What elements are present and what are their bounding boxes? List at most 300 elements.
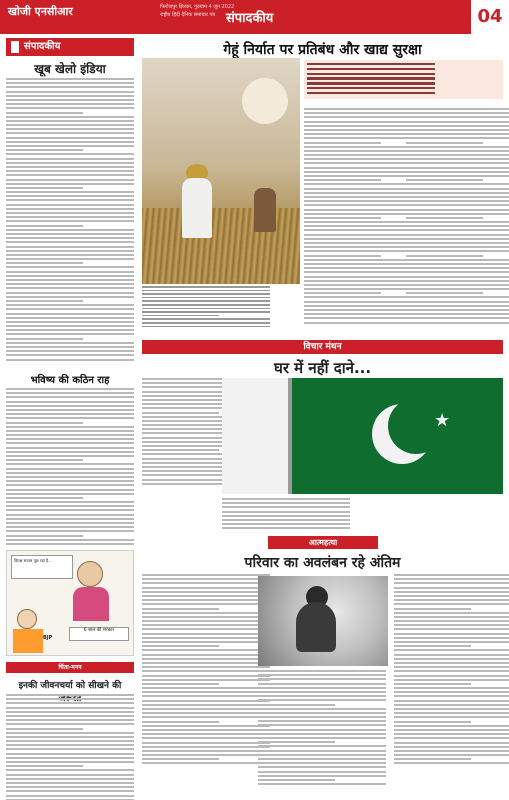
text-line bbox=[6, 702, 134, 704]
farmer-figure bbox=[182, 178, 212, 238]
text-line bbox=[6, 158, 134, 160]
text-line bbox=[142, 704, 270, 706]
text-line bbox=[6, 107, 134, 109]
text-line bbox=[6, 514, 134, 516]
text-line bbox=[142, 641, 270, 643]
headline-jeevancharya: इनकी जीवनचर्या को सीखने की bbox=[18, 681, 122, 691]
text-line bbox=[304, 179, 381, 181]
text-line bbox=[6, 308, 134, 310]
text-line bbox=[6, 275, 134, 277]
text-line bbox=[142, 308, 270, 310]
text-line bbox=[6, 116, 134, 118]
speech-bubble: विपक्ष सवाल पूछ रहा है... bbox=[11, 555, 73, 579]
text-line bbox=[406, 171, 509, 173]
text-line bbox=[6, 204, 134, 206]
text-line bbox=[142, 595, 270, 597]
text-line bbox=[142, 742, 270, 744]
article-col-c bbox=[142, 378, 218, 487]
text-line bbox=[6, 522, 134, 524]
text-line bbox=[6, 112, 83, 114]
text-line bbox=[406, 133, 509, 135]
party-label: BJP bbox=[43, 635, 53, 641]
text-line bbox=[394, 733, 509, 735]
text-line bbox=[6, 137, 134, 139]
text-line bbox=[142, 326, 270, 328]
text-line bbox=[142, 679, 270, 681]
text-line bbox=[142, 591, 270, 593]
text-line bbox=[394, 762, 509, 764]
text-line bbox=[258, 758, 386, 760]
text-line bbox=[258, 670, 386, 672]
text-line bbox=[406, 263, 509, 265]
text-line bbox=[142, 654, 270, 656]
text-line bbox=[6, 195, 134, 197]
text-line bbox=[394, 737, 509, 739]
text-line bbox=[142, 412, 219, 414]
text-line bbox=[6, 753, 134, 755]
text-line bbox=[406, 229, 509, 231]
text-line bbox=[6, 388, 134, 390]
text-line bbox=[6, 698, 134, 700]
text-line bbox=[394, 750, 509, 752]
text-line bbox=[406, 183, 509, 185]
text-line bbox=[6, 283, 134, 285]
text-line bbox=[6, 715, 134, 717]
text-line bbox=[142, 624, 270, 626]
text-line bbox=[394, 624, 509, 626]
text-line bbox=[6, 132, 134, 134]
text-line bbox=[6, 765, 83, 767]
text-line bbox=[6, 484, 134, 486]
text-line bbox=[6, 694, 134, 696]
text-line bbox=[394, 754, 509, 756]
text-line bbox=[406, 142, 483, 144]
text-line bbox=[222, 527, 350, 529]
text-line bbox=[142, 322, 270, 324]
article-col-a bbox=[304, 108, 401, 326]
text-line bbox=[394, 591, 509, 593]
article-col-g bbox=[394, 574, 503, 767]
article-col-e bbox=[142, 574, 252, 767]
text-line bbox=[142, 725, 270, 727]
text-line bbox=[394, 687, 509, 689]
text-line bbox=[142, 286, 270, 288]
text-line bbox=[6, 539, 134, 541]
text-line bbox=[394, 742, 509, 744]
text-line bbox=[6, 179, 134, 181]
text-line bbox=[406, 259, 509, 261]
text-line bbox=[307, 77, 435, 79]
text-line bbox=[142, 675, 270, 677]
text-line bbox=[6, 472, 134, 474]
text-line bbox=[142, 578, 270, 580]
cartoon-figure-2-body bbox=[13, 629, 43, 653]
text-line bbox=[406, 309, 509, 311]
text-line bbox=[6, 170, 134, 172]
text-line bbox=[142, 297, 270, 299]
text-line bbox=[142, 649, 270, 651]
text-line bbox=[142, 729, 270, 731]
text-line bbox=[6, 166, 134, 168]
text-line bbox=[142, 670, 270, 672]
text-line bbox=[6, 451, 134, 453]
text-line bbox=[142, 700, 270, 702]
flag-pole bbox=[288, 378, 292, 494]
text-line bbox=[406, 116, 509, 118]
text-line bbox=[258, 724, 386, 726]
text-line bbox=[6, 216, 134, 218]
text-line bbox=[6, 313, 134, 315]
article-body-1 bbox=[6, 78, 134, 363]
text-line bbox=[394, 725, 509, 727]
cartoon-figure-head bbox=[77, 561, 103, 587]
text-line bbox=[307, 63, 435, 65]
text-line bbox=[6, 740, 134, 742]
text-line bbox=[6, 782, 134, 784]
text-line bbox=[222, 523, 350, 525]
text-line bbox=[258, 750, 386, 752]
text-line bbox=[6, 82, 134, 84]
text-line bbox=[6, 346, 134, 348]
text-line bbox=[222, 498, 350, 500]
text-line bbox=[394, 746, 509, 748]
text-line bbox=[394, 683, 471, 685]
text-line bbox=[6, 476, 134, 478]
wheat-field bbox=[142, 208, 300, 284]
text-line bbox=[142, 315, 219, 317]
text-line bbox=[406, 221, 509, 223]
text-line bbox=[6, 757, 134, 759]
text-line bbox=[6, 128, 134, 130]
text-line bbox=[258, 716, 386, 718]
text-line bbox=[406, 322, 509, 324]
text-line bbox=[406, 146, 509, 148]
text-line bbox=[394, 670, 509, 672]
text-line bbox=[258, 704, 335, 706]
text-line bbox=[406, 121, 509, 123]
text-line bbox=[142, 645, 219, 647]
text-line bbox=[142, 662, 270, 664]
article-col-b bbox=[406, 108, 503, 326]
text-line bbox=[406, 225, 509, 227]
text-line bbox=[142, 716, 270, 718]
text-line bbox=[6, 250, 134, 252]
text-line bbox=[6, 212, 134, 214]
text-line bbox=[6, 120, 134, 122]
text-line bbox=[142, 658, 270, 660]
text-line bbox=[406, 209, 509, 211]
text-line bbox=[406, 125, 509, 127]
text-line bbox=[406, 271, 509, 273]
text-line bbox=[6, 162, 134, 164]
text-line bbox=[142, 311, 270, 313]
text-line bbox=[6, 300, 83, 302]
text-line bbox=[6, 711, 134, 713]
text-line bbox=[6, 493, 134, 495]
article-col-d bbox=[222, 498, 503, 532]
text-line bbox=[406, 267, 509, 269]
text-line bbox=[6, 317, 134, 319]
text-line bbox=[406, 162, 509, 164]
text-line bbox=[6, 145, 134, 147]
text-line bbox=[258, 762, 386, 764]
text-line bbox=[142, 637, 270, 639]
text-line bbox=[394, 608, 471, 610]
text-line bbox=[394, 603, 509, 605]
text-line bbox=[142, 574, 270, 576]
text-line bbox=[6, 149, 83, 151]
vichar-manthan-band: विचार मंथन bbox=[142, 340, 503, 354]
text-line bbox=[222, 511, 350, 513]
text-line bbox=[6, 795, 134, 797]
text-line bbox=[394, 662, 509, 664]
text-line bbox=[6, 392, 134, 394]
flag-white-stripe bbox=[222, 378, 292, 494]
text-line bbox=[394, 691, 509, 693]
text-line bbox=[6, 191, 134, 193]
text-line bbox=[6, 254, 134, 256]
text-line bbox=[6, 279, 134, 281]
text-line bbox=[6, 417, 134, 419]
text-line bbox=[394, 700, 509, 702]
text-line bbox=[6, 426, 134, 428]
text-line bbox=[142, 721, 219, 723]
text-line bbox=[6, 99, 134, 101]
text-line bbox=[304, 292, 381, 294]
text-line bbox=[406, 242, 509, 244]
text-line bbox=[406, 246, 509, 248]
text-line bbox=[6, 271, 134, 273]
text-line bbox=[6, 95, 134, 97]
text-line bbox=[394, 729, 509, 731]
article-body-3 bbox=[6, 694, 134, 800]
text-line bbox=[6, 350, 134, 352]
text-line bbox=[6, 287, 134, 289]
text-line bbox=[307, 82, 435, 84]
text-line bbox=[406, 234, 509, 236]
text-line bbox=[258, 745, 386, 747]
text-line bbox=[258, 674, 386, 676]
cartoon-figure-2-head bbox=[17, 609, 37, 629]
text-line bbox=[6, 292, 134, 294]
text-line bbox=[406, 213, 509, 215]
left-column bbox=[6, 38, 134, 794]
cartoon bbox=[6, 550, 134, 656]
text-line bbox=[394, 675, 509, 677]
text-line bbox=[258, 737, 386, 739]
text-line bbox=[142, 754, 270, 756]
text-line bbox=[258, 683, 386, 685]
text-line bbox=[258, 678, 386, 680]
text-line bbox=[142, 293, 270, 295]
text-line bbox=[142, 758, 219, 760]
cartoon-sign: 6 साल की सरकार bbox=[69, 627, 129, 641]
pakistan-flag-image bbox=[222, 378, 503, 494]
text-line bbox=[6, 338, 83, 340]
text-line bbox=[142, 318, 270, 320]
text-line bbox=[258, 729, 386, 731]
text-line bbox=[394, 658, 509, 660]
text-line bbox=[6, 778, 134, 780]
text-line bbox=[258, 699, 386, 701]
dateline: फिरोजपुर झिरका, गुरुग्राम 4 जून 2022 bbox=[160, 4, 235, 10]
text-line bbox=[394, 695, 509, 697]
atmahatya-band: आत्महत्या bbox=[268, 536, 378, 549]
page-number: 04 bbox=[471, 0, 509, 34]
text-line bbox=[406, 137, 509, 139]
text-line bbox=[6, 455, 134, 457]
farmer-figure-2 bbox=[254, 188, 276, 232]
text-line bbox=[6, 509, 134, 511]
text-line bbox=[394, 616, 509, 618]
star-icon: ★ bbox=[434, 410, 451, 431]
text-line bbox=[142, 612, 270, 614]
text-line bbox=[6, 505, 134, 507]
text-line bbox=[222, 519, 350, 521]
editorial-tag: संपादकीय bbox=[6, 38, 134, 56]
text-line bbox=[6, 723, 134, 725]
headline-parivar: परिवार का अवलंबन रहे अंतिम bbox=[244, 555, 401, 571]
article-body-2 bbox=[6, 388, 134, 547]
text-line bbox=[304, 217, 381, 219]
masthead bbox=[0, 0, 509, 34]
text-line bbox=[6, 459, 83, 461]
text-line bbox=[258, 695, 386, 697]
text-line bbox=[142, 582, 270, 584]
text-line bbox=[304, 255, 381, 257]
text-line bbox=[6, 497, 83, 499]
text-line bbox=[6, 430, 134, 432]
main-area bbox=[142, 38, 503, 794]
text-line bbox=[6, 409, 134, 411]
text-line bbox=[6, 761, 134, 763]
text-line bbox=[6, 266, 134, 268]
text-line bbox=[6, 304, 134, 306]
chinta-manan-tag: चिंता-मनन bbox=[6, 662, 134, 673]
text-line bbox=[406, 158, 509, 160]
text-line bbox=[142, 737, 270, 739]
text-line bbox=[142, 733, 270, 735]
text-line bbox=[222, 506, 350, 508]
headline-bhavishya: भविष्य की कठिन राह bbox=[30, 375, 110, 386]
text-line bbox=[406, 192, 509, 194]
text-line bbox=[6, 153, 134, 155]
farmers-photo bbox=[142, 58, 300, 284]
text-line bbox=[394, 704, 509, 706]
text-line bbox=[394, 599, 509, 601]
text-line bbox=[394, 712, 509, 714]
text-line bbox=[6, 447, 134, 449]
text-line bbox=[307, 92, 435, 94]
text-line bbox=[142, 628, 270, 630]
text-line bbox=[394, 666, 509, 668]
text-line bbox=[258, 775, 386, 777]
text-line bbox=[406, 112, 509, 114]
text-line bbox=[142, 691, 270, 693]
intro-highlight bbox=[304, 60, 503, 99]
text-line bbox=[394, 641, 509, 643]
text-line bbox=[258, 771, 386, 773]
text-line bbox=[394, 574, 509, 576]
text-line bbox=[6, 333, 134, 335]
text-line bbox=[406, 150, 509, 152]
text-line bbox=[6, 719, 134, 721]
text-line bbox=[142, 666, 270, 668]
text-line bbox=[6, 208, 134, 210]
text-line bbox=[406, 284, 509, 286]
text-line bbox=[6, 233, 134, 235]
text-line bbox=[304, 142, 381, 144]
text-line bbox=[406, 196, 509, 198]
text-line bbox=[6, 325, 134, 327]
text-line bbox=[394, 716, 509, 718]
text-line bbox=[6, 774, 134, 776]
text-line bbox=[6, 413, 134, 415]
text-line bbox=[6, 543, 134, 545]
text-line bbox=[394, 578, 509, 580]
text-line bbox=[6, 246, 134, 248]
text-line bbox=[6, 518, 134, 520]
text-line bbox=[406, 188, 509, 190]
text-line bbox=[6, 124, 134, 126]
text-line bbox=[6, 489, 134, 491]
text-line bbox=[6, 728, 83, 730]
distressed-person-photo bbox=[258, 576, 388, 666]
text-line bbox=[142, 746, 270, 748]
text-line bbox=[6, 296, 134, 298]
text-line bbox=[394, 679, 509, 681]
text-line bbox=[142, 762, 270, 764]
text-line bbox=[258, 708, 386, 710]
text-line bbox=[6, 769, 134, 771]
text-line bbox=[6, 530, 134, 532]
text-line bbox=[6, 258, 134, 260]
text-line bbox=[6, 732, 134, 734]
dateline-sub: राष्ट्रीय हिंदी दैनिक समाचार पत्र bbox=[160, 12, 216, 18]
text-line bbox=[394, 645, 471, 647]
text-line bbox=[258, 720, 386, 722]
text-line bbox=[394, 649, 509, 651]
text-line bbox=[6, 91, 134, 93]
text-line bbox=[6, 329, 134, 331]
text-line bbox=[406, 204, 509, 206]
text-line bbox=[142, 687, 270, 689]
text-line bbox=[6, 359, 134, 361]
text-line bbox=[6, 526, 134, 528]
text-line bbox=[142, 300, 270, 302]
text-line bbox=[406, 167, 509, 169]
text-line bbox=[142, 304, 270, 306]
text-line bbox=[6, 237, 134, 239]
text-line bbox=[6, 786, 134, 788]
text-line bbox=[222, 502, 350, 504]
text-line bbox=[6, 262, 83, 264]
text-line bbox=[6, 220, 134, 222]
text-line bbox=[6, 442, 134, 444]
text-line bbox=[6, 187, 83, 189]
text-line bbox=[6, 535, 83, 537]
text-line bbox=[258, 779, 335, 781]
text-line bbox=[406, 129, 509, 131]
text-line bbox=[394, 758, 471, 760]
text-line bbox=[6, 463, 134, 465]
text-line bbox=[406, 292, 483, 294]
text-line bbox=[6, 468, 134, 470]
text-line bbox=[6, 86, 134, 88]
text-line bbox=[307, 73, 435, 75]
text-line bbox=[406, 305, 509, 307]
text-line bbox=[406, 301, 509, 303]
